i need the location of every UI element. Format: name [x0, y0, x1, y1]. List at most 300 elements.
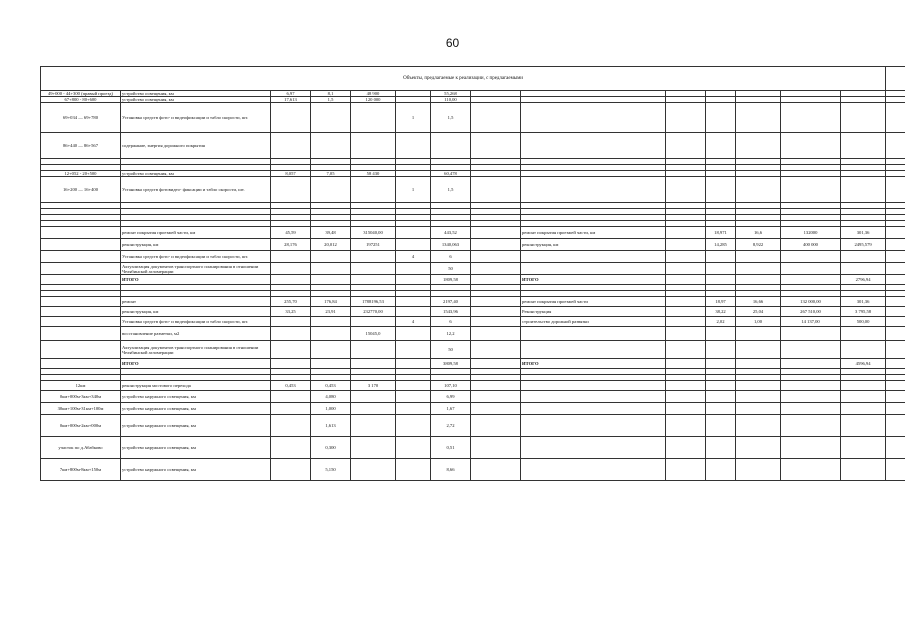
km-cell: 30км+100м-31км+100м: [41, 403, 121, 415]
value-cell: [271, 415, 311, 437]
right-value-cell: 267 510,00: [781, 307, 841, 317]
right-cost-cell: [841, 341, 886, 359]
empty-cell: [886, 381, 905, 391]
right-cost-cell: 3 795,58: [841, 307, 886, 317]
value-cell: 0,453: [271, 381, 311, 391]
value-cell: 197251: [351, 239, 396, 251]
right-value-cell: 8,922: [736, 239, 781, 251]
document-table: [40, 66, 905, 481]
value-cell: [271, 459, 311, 481]
value-cell: 23,91: [311, 307, 351, 317]
empty-cell: [471, 391, 521, 403]
km-cell: [41, 263, 121, 275]
value-cell: 20,012: [311, 239, 351, 251]
value-cell: 8,057: [271, 171, 311, 177]
value-cell: 48 900: [351, 91, 396, 97]
value-cell: [351, 103, 396, 133]
empty-cell: [886, 239, 905, 251]
right-value-cell: [706, 103, 736, 133]
description-cell: устройство освещения, км: [121, 91, 271, 97]
right-value-cell: [706, 459, 736, 481]
count-cell: [396, 275, 431, 285]
value-cell: [271, 251, 311, 263]
value-cell: 232770,00: [351, 307, 396, 317]
right-value-cell: [781, 327, 841, 341]
value-cell: [271, 359, 311, 369]
empty-cell: [886, 307, 905, 317]
empty-cell: [666, 359, 706, 369]
cost-cell: [431, 133, 471, 159]
table-row: [41, 103, 905, 133]
description-cell: устройство наружного освещения, км: [121, 391, 271, 403]
right-value-cell: [781, 437, 841, 459]
value-cell: [311, 103, 351, 133]
right-value-cell: [736, 133, 781, 159]
km-cell: [41, 341, 121, 359]
description-cell: Актуализация документов транспортного планирования в отношении Челябинской агломерации: [121, 263, 271, 275]
right-value-cell: [781, 251, 841, 263]
value-cell: 7,05: [311, 171, 351, 177]
cost-cell: 0,51: [431, 437, 471, 459]
value-cell: 255,70: [271, 297, 311, 307]
empty-cell: [471, 415, 521, 437]
right-cost-cell: [841, 103, 886, 133]
right-value-cell: [706, 391, 736, 403]
value-cell: 3 170: [351, 381, 396, 391]
right-value-cell: [781, 263, 841, 275]
value-cell: [311, 341, 351, 359]
table-header: Объекты, предлагаемые к реализации, с предлагаемыми: [41, 67, 886, 91]
description-cell: устройство освещения, км: [121, 97, 271, 103]
empty-cell: [666, 297, 706, 307]
right-value-cell: 132 000,00: [781, 297, 841, 307]
empty-cell: [666, 317, 706, 327]
cost-cell: 6,99: [431, 391, 471, 403]
right-value-cell: [736, 391, 781, 403]
value-cell: 45,59: [271, 227, 311, 239]
value-cell: [351, 403, 396, 415]
description-cell: реконструкция, км: [121, 307, 271, 317]
value-cell: 6,97: [271, 91, 311, 97]
empty-cell: [471, 307, 521, 317]
km-cell: [41, 227, 121, 239]
km-cell: 7км+800м-8км+150м: [41, 459, 121, 481]
value-cell: 39,48: [311, 227, 351, 239]
km-cell: [41, 275, 121, 285]
count-cell: [396, 459, 431, 481]
value-cell: [351, 263, 396, 275]
right-value-cell: [781, 359, 841, 369]
right-value-cell: [736, 341, 781, 359]
value-cell: [351, 275, 396, 285]
right-description-cell: ИТОГО: [521, 359, 666, 369]
cost-cell: 1543,96: [431, 307, 471, 317]
value-cell: [311, 327, 351, 341]
km-cell: [41, 317, 121, 327]
value-cell: [351, 341, 396, 359]
count-cell: 4: [396, 251, 431, 263]
table-row: [41, 133, 905, 159]
km-cell: 49+000 - 44+300 (правый проезд): [41, 91, 121, 97]
value-cell: 4,080: [311, 391, 351, 403]
empty-cell: [666, 307, 706, 317]
empty-cell: [886, 177, 905, 203]
right-cost-cell: [841, 177, 886, 203]
right-value-cell: [736, 403, 781, 415]
right-value-cell: [781, 403, 841, 415]
table-row: [41, 459, 905, 481]
right-value-cell: [781, 103, 841, 133]
count-cell: 4: [396, 317, 431, 327]
right-value-cell: 18,971: [706, 227, 736, 239]
empty-cell: [471, 359, 521, 369]
value-cell: [351, 459, 396, 481]
km-cell: [41, 297, 121, 307]
right-cost-cell: 2796,94: [841, 275, 886, 285]
value-cell: 315040,00: [351, 227, 396, 239]
value-cell: [311, 317, 351, 327]
value-cell: 17,613: [271, 97, 311, 103]
right-cost-cell: [841, 327, 886, 341]
empty-cell: [886, 415, 905, 437]
km-cell: 16+200 — 16+400: [41, 177, 121, 203]
value-cell: [351, 437, 396, 459]
empty-cell: [471, 227, 521, 239]
value-cell: 176,84: [311, 297, 351, 307]
count-cell: [396, 307, 431, 317]
empty-cell: [886, 391, 905, 403]
empty-cell: [886, 437, 905, 459]
cost-cell: 6: [431, 317, 471, 327]
value-cell: 33,25: [271, 307, 311, 317]
cost-cell: 8,66: [431, 459, 471, 481]
right-value-cell: [706, 133, 736, 159]
right-description-cell: ИТОГО: [521, 275, 666, 285]
table-row: [41, 437, 905, 459]
count-cell: [396, 391, 431, 403]
value-cell: [271, 133, 311, 159]
empty-cell: [666, 341, 706, 359]
km-cell: 12км: [41, 381, 121, 391]
empty-cell: [886, 403, 905, 415]
right-cost-cell: [841, 403, 886, 415]
empty-cell: [471, 327, 521, 341]
empty-cell: [471, 133, 521, 159]
value-cell: 120 000: [351, 97, 396, 103]
right-description-cell: [521, 133, 666, 159]
cost-cell: 2197,40: [431, 297, 471, 307]
empty-cell: [666, 227, 706, 239]
value-cell: 0,453: [311, 381, 351, 391]
cost-cell: 1809,58: [431, 275, 471, 285]
table-row: [41, 381, 905, 391]
right-description-cell: ремонт покрытия проезжей части: [521, 297, 666, 307]
right-value-cell: [736, 263, 781, 275]
empty-cell: [666, 263, 706, 275]
value-cell: [271, 103, 311, 133]
empty-cell: [471, 459, 521, 481]
value-cell: [271, 403, 311, 415]
empty-cell: [666, 275, 706, 285]
value-cell: 1788196,53: [351, 297, 396, 307]
right-description-cell: [521, 403, 666, 415]
empty-cell: [886, 103, 905, 133]
empty-cell: [666, 177, 706, 203]
right-value-cell: [736, 359, 781, 369]
right-description-cell: [521, 415, 666, 437]
value-cell: [351, 359, 396, 369]
value-cell: [351, 133, 396, 159]
count-cell: 1: [396, 103, 431, 133]
value-cell: 28,176: [271, 239, 311, 251]
right-cost-cell: 4596,94: [841, 359, 886, 369]
description-cell: ремонт: [121, 297, 271, 307]
km-cell: [41, 239, 121, 251]
cost-cell: 50: [431, 341, 471, 359]
right-value-cell: 2,02: [706, 317, 736, 327]
empty-cell: [886, 459, 905, 481]
table-row: [41, 177, 905, 203]
description-cell: устройство наружного освещения, км: [121, 415, 271, 437]
cost-cell: 1,5: [431, 177, 471, 203]
table-row: [41, 307, 905, 317]
right-description-cell: [521, 459, 666, 481]
description-cell: реконструкция мостового перехода: [121, 381, 271, 391]
empty-cell: [471, 381, 521, 391]
description-cell: устройство освещения, км: [121, 171, 271, 177]
right-value-cell: 132000: [781, 227, 841, 239]
empty-cell: [886, 133, 905, 159]
description-cell: устройство наружного освещения, км: [121, 437, 271, 459]
right-value-cell: [706, 177, 736, 203]
empty-cell: [471, 317, 521, 327]
table-row: [41, 403, 905, 415]
count-cell: [396, 437, 431, 459]
description-cell: восстановление разметки, м2: [121, 327, 271, 341]
empty-cell: [666, 459, 706, 481]
description-cell: ремонт покрытия проезжей части, км: [121, 227, 271, 239]
count-cell: [396, 263, 431, 275]
value-cell: [351, 177, 396, 203]
value-cell: 1,5: [311, 97, 351, 103]
right-description-cell: [521, 263, 666, 275]
empty-cell: [886, 275, 905, 285]
right-value-cell: [706, 381, 736, 391]
value-cell: [271, 391, 311, 403]
cost-cell: 3809,58: [431, 359, 471, 369]
right-value-cell: 38,22: [706, 307, 736, 317]
table-row: [41, 275, 905, 285]
right-value-cell: [706, 341, 736, 359]
right-description-cell: [521, 177, 666, 203]
right-description-cell: строительство дорожной развязки: [521, 317, 666, 327]
empty-cell: [886, 297, 905, 307]
km-cell: [41, 251, 121, 263]
km-cell: [41, 307, 121, 317]
km-cell: [41, 327, 121, 341]
right-value-cell: [706, 251, 736, 263]
count-cell: [396, 239, 431, 251]
km-cell: 0км+000м-2км+000м: [41, 415, 121, 437]
km-cell: участок по д.Абабково: [41, 437, 121, 459]
empty-cell: [471, 437, 521, 459]
empty-cell: [471, 239, 521, 251]
value-cell: [311, 263, 351, 275]
value-cell: [351, 415, 396, 437]
table-row: [41, 359, 905, 369]
empty-cell: [666, 251, 706, 263]
value-cell: [271, 177, 311, 203]
cost-cell: 6: [431, 251, 471, 263]
right-value-cell: 25,04: [736, 307, 781, 317]
right-value-cell: [736, 381, 781, 391]
count-cell: [396, 415, 431, 437]
description-cell: реконструкция, км: [121, 239, 271, 251]
count-cell: [396, 297, 431, 307]
empty-cell: [471, 403, 521, 415]
right-cost-cell: [841, 459, 886, 481]
km-cell: 86+440 — 86+567: [41, 133, 121, 159]
value-cell: [271, 263, 311, 275]
count-cell: [396, 227, 431, 239]
value-cell: [271, 437, 311, 459]
description-cell: Установка средств фотовидео- фиксации и табло скорости, шт.: [121, 177, 271, 203]
right-cost-cell: 301,36: [841, 227, 886, 239]
empty-cell: [666, 133, 706, 159]
cost-cell: 50: [431, 263, 471, 275]
right-value-cell: [781, 275, 841, 285]
km-cell: 69+034 — 69+780: [41, 103, 121, 133]
value-cell: [311, 275, 351, 285]
empty-cell: [666, 327, 706, 341]
table-row: [41, 263, 905, 275]
cost-cell: 443,52: [431, 227, 471, 239]
value-cell: [311, 359, 351, 369]
right-value-cell: 14,285: [706, 239, 736, 251]
empty-cell: [886, 359, 905, 369]
description-cell: устройство наружного освещения, км: [121, 403, 271, 415]
km-cell: 0км+000м-3км+340м: [41, 391, 121, 403]
right-value-cell: [736, 177, 781, 203]
empty-cell: [471, 103, 521, 133]
table-row: [41, 415, 905, 437]
cost-cell: 1,5: [431, 103, 471, 133]
count-cell: [396, 403, 431, 415]
right-description-cell: [521, 251, 666, 263]
value-cell: [271, 341, 311, 359]
empty-cell: [666, 103, 706, 133]
empty-cell: [886, 327, 905, 341]
empty-cell: [886, 263, 905, 275]
right-cost-cell: 2495,579: [841, 239, 886, 251]
right-cost-cell: [841, 251, 886, 263]
description-cell: ИТОГО: [121, 275, 271, 285]
right-value-cell: [781, 391, 841, 403]
right-value-cell: 16,66: [736, 297, 781, 307]
value-cell: [351, 317, 396, 327]
right-value-cell: 14 137,00: [781, 317, 841, 327]
empty-cell: [471, 263, 521, 275]
right-value-cell: [736, 103, 781, 133]
right-cost-cell: [841, 391, 886, 403]
km-cell: 12+052 - 20+500: [41, 171, 121, 177]
value-cell: 0,300: [311, 437, 351, 459]
right-value-cell: [781, 381, 841, 391]
right-value-cell: [736, 415, 781, 437]
count-cell: [396, 359, 431, 369]
count-cell: [396, 341, 431, 359]
cost-cell: 2,72: [431, 415, 471, 437]
right-cost-cell: [841, 415, 886, 437]
right-description-cell: Реконструкция: [521, 307, 666, 317]
cost-cell: 1340,063: [431, 239, 471, 251]
right-value-cell: 1,00: [736, 317, 781, 327]
value-cell: 58 430: [351, 171, 396, 177]
right-value-cell: [736, 327, 781, 341]
right-value-cell: [706, 275, 736, 285]
value-cell: [311, 133, 351, 159]
value-cell: 15045,0: [351, 327, 396, 341]
value-cell: [311, 251, 351, 263]
cost-cell: 55,268: [431, 91, 471, 97]
value-cell: [271, 327, 311, 341]
empty-cell: [886, 251, 905, 263]
empty-cell: [471, 341, 521, 359]
count-cell: 1: [396, 177, 431, 203]
empty-cell: [666, 415, 706, 437]
cost-cell: 107,10: [431, 381, 471, 391]
right-description-cell: [521, 103, 666, 133]
right-value-cell: [706, 327, 736, 341]
right-description-cell: [521, 391, 666, 403]
value-cell: [271, 317, 311, 327]
right-description-cell: [521, 341, 666, 359]
right-cost-cell: [841, 263, 886, 275]
value-cell: 1,613: [311, 415, 351, 437]
right-description-cell: [521, 381, 666, 391]
right-value-cell: [706, 437, 736, 459]
right-cost-cell: [841, 437, 886, 459]
table-row: [41, 391, 905, 403]
right-value-cell: [781, 133, 841, 159]
page-number: 60: [445, 36, 460, 50]
right-value-cell: [736, 275, 781, 285]
cost-cell: 60,478: [431, 171, 471, 177]
cost-cell: 1,67: [431, 403, 471, 415]
right-value-cell: [736, 459, 781, 481]
right-cost-cell: 301,36: [841, 297, 886, 307]
description-cell: содержание, энергия дорожного покрытия: [121, 133, 271, 159]
table-row: [41, 251, 905, 263]
description-cell: ИТОГО: [121, 359, 271, 369]
description-cell: устройство наружного освещения, км: [121, 459, 271, 481]
right-value-cell: [706, 359, 736, 369]
right-value-cell: [736, 251, 781, 263]
right-value-cell: [736, 437, 781, 459]
right-description-cell: реконструкция, км: [521, 239, 666, 251]
right-value-cell: [706, 403, 736, 415]
empty-cell: [886, 227, 905, 239]
value-cell: [351, 251, 396, 263]
right-value-cell: 16,6: [736, 227, 781, 239]
right-cost-cell: 500,00: [841, 317, 886, 327]
km-cell: [41, 359, 121, 369]
table-row: [41, 297, 905, 307]
description-cell: Установка средств фото- и видеофиксации и табло скорости, шт.: [121, 251, 271, 263]
table-row: [41, 239, 905, 251]
right-value-cell: 18,97: [706, 297, 736, 307]
value-cell: 5,150: [311, 459, 351, 481]
